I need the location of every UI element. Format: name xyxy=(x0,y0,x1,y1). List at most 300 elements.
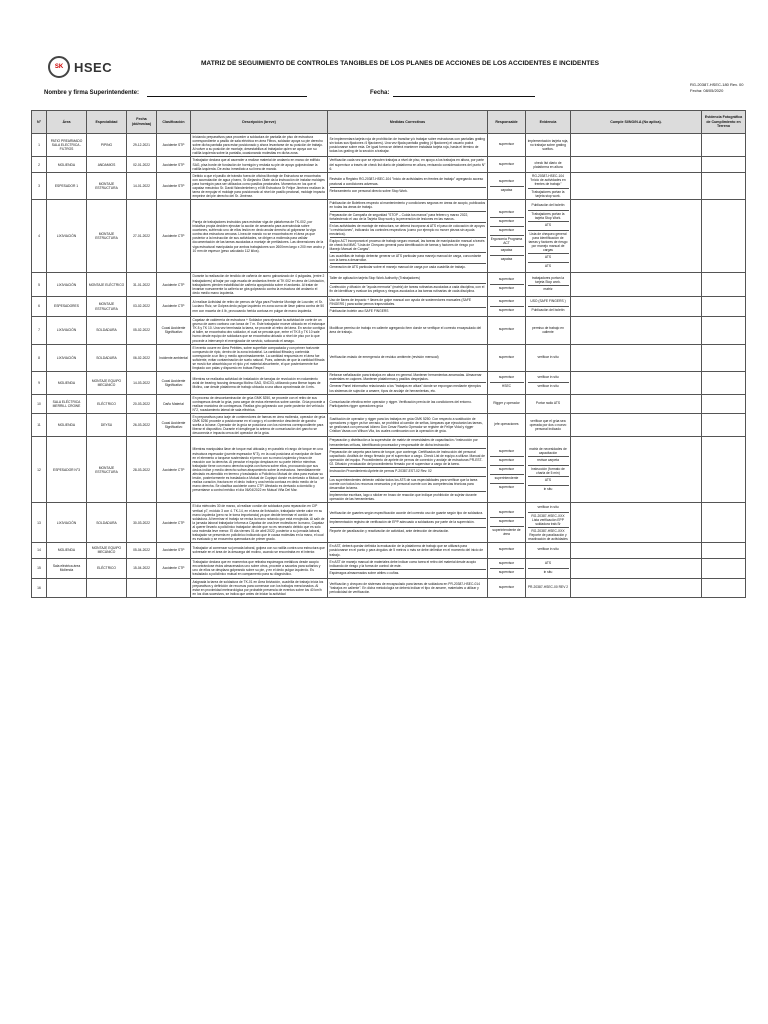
row-area: LIXIVIACIÓN xyxy=(47,344,87,372)
row-evidence: verificar in situ xyxy=(537,384,559,389)
column-header: Evidencia xyxy=(526,111,571,134)
row-specialty: ELÉCTRICO xyxy=(87,558,127,578)
row-corrective-measure: Preparación de carpeta para tarea de torque, que contenga: Certificados de instrucción del personal capacitado. Análisis de riesgo firmado por el supervisor a cargo. Check List de equipo a utilizar. Manual de operación del equipo. Procedimiento de apriete de pernos de conexión y anclaje de estructuras PR-EST-02. Difusión y evaluación del procedimiento firmado por el supervisor a cargo de la tarea. xyxy=(330,449,486,468)
row-classification: Accidente CTP xyxy=(157,200,191,273)
row-photo-evidence[interactable] xyxy=(702,157,746,172)
row-evidences xyxy=(526,134,571,157)
table-row xyxy=(32,503,746,543)
row-evidence: RG-20387-HSEC-XXX Reporte de paralización y reactivación de actividades xyxy=(528,528,568,542)
row-responsibles xyxy=(488,200,526,273)
row-corrective-measures xyxy=(328,344,488,372)
row-compliance[interactable] xyxy=(571,394,702,413)
row-specialty: PIPING xyxy=(87,134,127,157)
row-evidence: ATS xyxy=(544,264,552,269)
row-area xyxy=(47,578,87,597)
row-corrective-measures xyxy=(328,172,488,200)
date-line xyxy=(393,96,535,97)
row-date: 29-12-2021 xyxy=(127,134,157,157)
row-evidence: in situ xyxy=(543,569,553,574)
row-corrective-measures xyxy=(328,578,488,597)
row-area: MOLIENDA xyxy=(47,372,87,394)
row-number: 11 xyxy=(32,413,47,436)
row-compliance[interactable] xyxy=(571,317,702,345)
row-corrective-measure: Comunicación efectiva entre operador y rigger. Verificación previa de las condiciones del entorno. Participantes rigger operadores grúa xyxy=(329,399,472,408)
row-evidences xyxy=(526,413,571,436)
row-number: 6 xyxy=(32,296,47,316)
row-responsible: supervisor xyxy=(498,327,515,332)
row-specialty: ELÉCTRICO xyxy=(87,394,127,413)
row-evidences xyxy=(526,394,571,413)
row-area: SALA ELÉCTRICA MERRILL CROWE xyxy=(47,394,87,413)
row-responsible: supervisor xyxy=(490,227,524,236)
row-evidences xyxy=(526,200,571,273)
row-area: MOLIENDA xyxy=(47,157,87,172)
row-compliance[interactable] xyxy=(571,543,702,558)
row-description: Debido a que el pasillo de tránsito fuera de oficina Montaje de Estructura se encontraba con acumulación de agua y barro, Sr Alejandro Olate da la instrucción de instalar moldajes para hormigón para ser utilizados como pasillos peatonales. Momentos en los que el capataz mecánico Sr. David Wandenleben y el Mt Estructura Sr Felipe Jiménez realizan la tarea de empujar el moldaje para posicionarlo al nivel de pasillo peatonal, moldaje impacta empeine del pie derecho del Sr. Jiménez. xyxy=(191,172,328,200)
row-corrective-measure: Publicación de Boletines respecto al mantenimiento y condiciones seguras en áreas de acopio, publicados en todas las áreas de trabajo. xyxy=(330,200,486,211)
row-specialty: DEYSU xyxy=(87,413,127,436)
row-evidence: Instrucción (formato de charla de 5 min) xyxy=(528,466,569,477)
row-specialty: MONTAJE EQUIPO MECÁNICO xyxy=(87,372,127,394)
row-number: 12 xyxy=(32,437,47,503)
table-row xyxy=(32,578,746,597)
row-number: 3 xyxy=(32,172,47,200)
row-responsible: supervisor xyxy=(490,518,524,527)
row-classification: Accidente CTP xyxy=(157,273,191,296)
row-description: Durante la realización de tendido de cañería de acero galvanizado de 4 pulgadas, (entre 2 trabajadores) al bajar por caja escala de andamios frente al TK 002 en área de Lixiviación, trabajadores pierden estabilidad de cañería apoyándola sobre el andamio. Al tratar de levantar nuevamente la cañería se gira golpeando contra la estructura del andamio el dedo medio mano izquierda. xyxy=(191,273,328,296)
row-evidences xyxy=(526,296,571,316)
logo-mark: SK xyxy=(48,56,70,78)
row-compliance[interactable] xyxy=(571,503,702,543)
column-header: Área xyxy=(47,111,87,134)
column-header: Responsable xyxy=(488,111,526,134)
row-classification: Cuasi Accidente Significativo xyxy=(157,372,191,394)
row-evidence: ATS xyxy=(528,560,569,569)
row-responsibles xyxy=(488,394,526,413)
row-description: Asignada la tarea de soldadura de TK-01 en Área lixiviación, cuadrilla de trabajo inicia los preparativos y definición de recursos para comenzar con los trabajos mencionados. Al estar en proximidad meteorológica por probable presencia de eventos sobre los 40 km/h en los días sucesivos, se indica que antes de iniciar la actividad xyxy=(191,578,328,597)
row-specialty: MONTAJE ESTRUCTURA xyxy=(87,200,127,273)
row-corrective-measure: Reporte de paralización y reactivación de actividad, ante detección de desviación. xyxy=(329,528,450,533)
row-responsible: jefe operaciones xyxy=(494,422,519,427)
row-date: 05-04-2022 xyxy=(127,543,157,558)
row-corrective-measure: Preparación y distribución a la supervisión de matriz de necesidades de capacitación / instrucción por herramientas críticas, identificando procesador y responsable de dicha instrucción. xyxy=(330,437,486,448)
row-classification: Accidente STP xyxy=(157,543,191,558)
row-responsible: supervisor xyxy=(490,457,524,466)
row-responsible: Rigger y operador xyxy=(493,400,520,405)
row-description: Trabajador al comenzar su jornada laboral, golpea con su rodilla contra una estructura que sobresale en el área de la descarga del molino, cuando se encontraba en el interior. xyxy=(191,543,328,558)
row-date: 14-01-2022 xyxy=(127,172,157,200)
row-specialty: ANDAMIOS xyxy=(87,157,127,172)
row-number: 7 xyxy=(32,317,47,345)
row-description: Trabajador declara que en momentos que retiraba espárragos metálicos desde acopio encontrándose éstos almacenados uno sobre otros, procede a sacarlos para soltarlos y uno de ellos se desplaza golpeando sobre su pie, y en el dedo pulgar izquierdo. Es trasladado a policlínico mutual en campamento para su diagnóstico. xyxy=(191,558,328,578)
row-description: El día miércoles 30 de marzo, al realizar cordón de soldadura para reparación en CIP vertical p7, módulo 3 con 4. TK-14, en el área de lixiviación, trabajador siente calor en su mano izquierda (pero no le toma importancia) ya que decide terminar el cordón de soldadura. Al terminar el trabajo se revisa la mano notando que está enrojecida. Al salir de la jornada laboral trabajador informa a Capataz de una leve molestia en la mano, Capataz al querer llevarlo a policlínico trabajador decide que no es necesario debido que es solo una molestia leve menor. El día viernes 01 de abril 2022, posterior a su jornada laboral, trabajador se presenta en policlínico indicando que le causa molestias en la mano, el cual es evaluado y se encuentra quemadura de primer grado. xyxy=(191,503,328,543)
row-corrective-measures xyxy=(328,437,488,503)
row-responsibles xyxy=(488,296,526,316)
row-responsible: supervisor xyxy=(498,286,515,291)
superintendent-signature-line xyxy=(147,96,307,97)
row-area: PATIO PREARMADO SALA ELECTRICA - FILTROS xyxy=(47,134,87,157)
row-evidence: verificar que el grúa sea operada por dos o nuevo personal indicado xyxy=(529,419,567,432)
row-number: 2 xyxy=(32,157,47,172)
row-responsible: Ergonomía Programa ACT xyxy=(490,236,524,247)
row-corrective-measure: Instrucción Procedimiento Apriete de pernos P-20387-EST-02 Rev. 02 xyxy=(330,468,486,477)
row-corrective-measure: Sustitución de operador y rigger para los trabajos en grúa GMK 5250: Con respecto a sustitución de operadores y rigger ya fue cerrado, se prohibirá al camión de señas, lámparas que ejecutarán las tareas, se gestionará con personal idóneo Don Cesar Ravelo Operador se registre de Felipe Vidal y rigger Cristian Vazas con Wilson Vila, los cuales continuarán con la operación de grúa. xyxy=(329,417,483,434)
row-date: 26-03-2022 xyxy=(127,413,157,436)
row-specialty: SOLDADURA xyxy=(87,503,127,543)
row-evidences xyxy=(526,558,571,578)
column-header: Evidencia Fotográfica de Cumplimiento en Terreno xyxy=(702,111,746,134)
row-photo-evidence[interactable] xyxy=(702,394,746,413)
row-evidence: Portar radio ATS xyxy=(535,400,561,405)
row-responsible: superintendente de área xyxy=(492,527,521,536)
row-evidence: ATS xyxy=(528,254,569,263)
row-evidence: implementación tarjeta roja, no trabajar sobre grating sueltos. xyxy=(527,139,569,152)
row-description: Mientras se realizaba actividad de instalación de tarrajas de revolución en rodamiento axial de bearing housing descarga Molino SAG, SNC03, utilizando para liberar tapas de Molino, cae desde plataforma de trabajo ubicada a una altura aproximada de 4 mts. xyxy=(191,372,328,394)
row-date: 05-02-2022 xyxy=(127,317,157,345)
row-corrective-measure: Las cuadrillas de trabajo deberán generar un ATS particular para manejo manual de carga, concordante con la tarea a desarrollar. xyxy=(330,253,486,264)
row-responsible: capataz xyxy=(500,256,513,261)
row-evidences xyxy=(526,172,571,200)
row-classification: Cuasi Accidente Significativo xyxy=(157,413,191,436)
row-corrective-measures xyxy=(328,558,488,578)
row-corrective-measures xyxy=(328,503,488,543)
row-responsibles xyxy=(488,172,526,200)
table-row xyxy=(32,134,746,157)
table-row xyxy=(32,296,746,316)
row-corrective-measures xyxy=(328,134,488,157)
row-number: 8 xyxy=(32,344,47,372)
row-photo-evidence[interactable] xyxy=(702,372,746,394)
row-corrective-measure: En las actividades de montaje de estructura, se deberá incorporar al ATS el paso de colocación de apoyos "o restricciones", indicando los controles respectivos (como por ejemplo no mover piezas sin ayuda mecánica). xyxy=(330,223,486,238)
row-area: LIXIVIACIÓN xyxy=(47,503,87,543)
row-date xyxy=(127,578,157,597)
column-header: Descripción (breve) xyxy=(191,111,328,134)
row-evidences xyxy=(526,372,571,394)
row-responsible: supervisor xyxy=(498,161,515,166)
column-header: Especialidad xyxy=(87,111,127,134)
row-evidence: matriz xyxy=(543,287,553,292)
row-responsible: supervisor xyxy=(490,509,524,518)
row-evidence: Trabajadores portan la tarjeta stop work. xyxy=(531,189,565,198)
row-evidences xyxy=(526,437,571,503)
row-compliance[interactable] xyxy=(571,134,702,157)
row-date: 02-01-2022 xyxy=(127,157,157,172)
row-photo-evidence[interactable] xyxy=(702,437,746,503)
row-responsible: supervisor xyxy=(490,276,524,285)
row-classification: Accidente CTP xyxy=(157,437,191,503)
row-photo-evidence[interactable] xyxy=(702,558,746,578)
table-row xyxy=(32,172,746,200)
row-corrective-measures xyxy=(328,317,488,345)
row-compliance[interactable] xyxy=(571,172,702,200)
row-corrective-measure: Reforzamiento con personal directo sobre Stop Work. xyxy=(329,188,408,193)
document-title: MATRIZ DE SEGUIMIENTO DE CONTROLES TANGIBLES DE LOS PLANES DE ACCIONES DE LOS ACCIDENTES E INCIDENTES xyxy=(200,60,600,67)
row-area: Sala eléctrica área Molienda xyxy=(47,558,87,578)
row-specialty: MONTAJE EQUIPO MECÁNICO xyxy=(87,543,127,558)
row-photo-evidence[interactable] xyxy=(702,296,746,316)
row-date: 14-03-2022 xyxy=(127,372,157,394)
row-compliance[interactable] xyxy=(571,273,702,296)
row-corrective-measures xyxy=(328,413,488,436)
row-compliance[interactable] xyxy=(571,344,702,372)
row-evidence: verificar in situ xyxy=(537,547,559,552)
row-classification: Accidente CTP xyxy=(157,558,191,578)
row-responsible: supervisor xyxy=(490,178,524,187)
row-corrective-measure: En AST de manejo manual de materiales debe indicar como tarea el retiro del material desde acopio indicando de riesgo y la forma de control de este. xyxy=(330,559,486,570)
row-compliance[interactable] xyxy=(571,578,702,597)
row-area: MOLIENDA xyxy=(47,543,87,558)
row-corrective-measure: Verificación y chequeo de sistemas de encapsulado para tareas de soldadura en PR-20387-HSEC-014 "trabajos en caliente". En dicha metodología se deberá indicar el tipo de amarre, materiales a utilizar y periodicidad de verificación. xyxy=(329,581,480,595)
row-responsibles xyxy=(488,273,526,296)
row-responsibles xyxy=(488,558,526,578)
row-evidences xyxy=(526,578,571,597)
row-area: ESPESADOR N°3 xyxy=(47,437,87,503)
row-corrective-measure: Generación de ATS particular sobre el manejo manual de carga por cada cuadrilla de trabajo. xyxy=(329,265,466,270)
row-number: 4 xyxy=(32,200,47,273)
row-responsibles xyxy=(488,503,526,543)
row-corrective-measure: Generar Panel informativo relacionado a los "trabajos en altura" donde se expongan mediante ejemplos los sistemas de sujeción a amarre, tipos de anclaje de herramientas, etc. xyxy=(329,384,482,393)
table-row xyxy=(32,157,746,172)
row-date: 28-03-2022 xyxy=(127,437,157,503)
row-evidence: verificar in situ xyxy=(528,374,569,383)
row-number: 16 xyxy=(32,578,47,597)
row-corrective-measures xyxy=(328,543,488,558)
row-evidence: PR-20387-HSEC-00 REV 2 xyxy=(527,584,569,589)
document-date: Fecha: 08/05/2020 xyxy=(690,88,724,93)
row-corrective-measure: Taller de aplicación tarjeta Stop Work Authority (Trabajadores) xyxy=(330,275,486,284)
row-evidence: matriz de necesidades de capacitación xyxy=(528,446,569,457)
table-row xyxy=(32,273,746,296)
row-photo-evidence[interactable] xyxy=(702,344,746,372)
table-row xyxy=(32,372,746,394)
row-corrective-measures xyxy=(328,372,488,394)
row-area: LIXIVIACIÓN xyxy=(47,273,87,296)
row-date: 15-04-2022 xyxy=(127,558,157,578)
row-evidence: trabajadores portan la tarjeta Stop work. xyxy=(528,275,569,286)
row-classification: Cuasi Accidente Significativo xyxy=(157,317,191,345)
row-corrective-measure: Implementación registro de verificación de EPP adecuado a soldaduras por parte de la supervisión. xyxy=(330,519,486,528)
row-number: 1 xyxy=(32,134,47,157)
row-classification: Accidente STP xyxy=(157,134,191,157)
row-area: MOLIENDA xyxy=(47,413,87,436)
row-responsibles xyxy=(488,372,526,394)
row-corrective-measure: Verificación cada vez que se ejecuten trabajos a nivel de piso, en apoyo a los trabajos en altura, por parte del supervisor a través de check list diario de plataforma en altura, revisando consideraciones del punto N° 6. xyxy=(329,158,486,171)
row-specialty: SOLDADURA xyxy=(87,317,127,345)
row-corrective-measure: Confección y difusión de "ayuda memoria" (matriz) de tareas rutinarias asociadas a cada disciplina, con el fin de identificar y evaluar los peligros y riesgos asociados a las tareas rutinarias de cada disciplina. xyxy=(329,285,485,294)
row-corrective-measure: Los superintendentes deberán validar todos los ATS de sus especialidades para verificar que la tarea cuente con todos los recursos necesarios y el personal cuente con las competencias técnicas para desarrollar la tarea. xyxy=(330,477,486,492)
row-responsibles xyxy=(488,437,526,503)
row-responsible: superintendente xyxy=(490,475,524,484)
row-classification: Daño Material xyxy=(157,394,191,413)
row-description: Pareja de trabajadores instruidos para estrobar viga de plataforma de TK-002, por iniciativa propia deciden ejecutar la acción de amarrarla para acercándola sobre cuartones, sufriendo uno de ellos lesión en dedo anular derecho al golpearse la viga contra otra estructura cercana. Línea de mando no se encontraba en el área ya que posterior a la instrucción de sus actividades, se dirigen a molienda para validar documentación de las tareas asociadas a montaje de pretiladores. Las dimensiones de la viga estructural manipulada por ambos trabajadores son 2600mm largo x 200 mm ancho y 10 mm de espesor (peso calculado 112 kilos). xyxy=(191,200,328,273)
row-photo-evidence[interactable] xyxy=(702,543,746,558)
row-compliance[interactable] xyxy=(571,558,702,578)
row-corrective-measures xyxy=(328,200,488,273)
row-compliance[interactable] xyxy=(571,413,702,436)
row-evidence: check list diario de plataforma en altura xyxy=(533,160,563,169)
row-date: 06-02-2022 xyxy=(127,344,157,372)
row-corrective-measures xyxy=(328,296,488,316)
column-header: Clasificación xyxy=(157,111,191,134)
row-description: El evento ocurre en Área Pebbles, sobre superficie compactada y con primer horizonte compuesto de ripio, dentro de la zona industrial. La cantidad filtrada y contenida corresponde a un litro y medio aproximadamente. La cantidad respuesta en el área fue suficiente, evitar contaminación de suelo natural. Pues, además de que la cantidad filtrada se movió fue absorbida por el ripio y el material absorbente, el que posteriormente fue limpiado con palas y dispuesto en bolsas Respel. xyxy=(191,344,328,372)
table-header-row xyxy=(32,111,746,134)
column-header: Cumple SI/NO/N.A (No aplica). xyxy=(571,111,702,134)
tracking-table xyxy=(31,110,746,598)
row-responsible: supervisor xyxy=(490,298,524,307)
row-compliance[interactable] xyxy=(571,200,702,273)
row-area: ESPESADOR 1 xyxy=(47,172,87,200)
row-classification: Incidente ambiental xyxy=(157,344,191,372)
row-number: 5 xyxy=(32,273,47,296)
column-header: Medidas Correctivas xyxy=(328,111,488,134)
row-specialty: MONTAJE ESTRUCTURA xyxy=(87,437,127,503)
row-area: LIXIVIACIÓN xyxy=(47,200,87,273)
row-evidence: revisar carpeta xyxy=(528,457,569,466)
row-compliance[interactable] xyxy=(571,437,702,503)
row-photo-evidence[interactable] xyxy=(702,172,746,200)
row-photo-evidence[interactable] xyxy=(702,413,746,436)
row-specialty: MONTAJE ELÉCTRICO xyxy=(87,273,127,296)
row-evidence: Trabajadores portan la tarjeta Stop Work. xyxy=(528,211,569,222)
row-corrective-measures xyxy=(328,157,488,172)
row-number: 15 xyxy=(32,558,47,578)
row-photo-evidence[interactable] xyxy=(702,273,746,296)
row-responsibles xyxy=(488,543,526,558)
row-responsible: supervisor xyxy=(498,584,515,589)
row-corrective-measures xyxy=(328,394,488,413)
row-corrective-measure: Equipo ACT incorporará el proceso de trabajo seguro manual, las tareas de manipulación manual a través de check list MMC "Lista de Chequeo general para identificación de tareas y factores de riesgo por Manejo Manual de Cargas". xyxy=(330,238,486,253)
document-code-block xyxy=(690,82,760,94)
table-body xyxy=(32,134,746,598)
row-corrective-measure: Uso de llaves de impacto + llaves de golpe manual con ayuda de sostenedores manuales (SAFE FINGERS ) para soltar pernos trapezoidales. xyxy=(330,297,486,308)
table-row xyxy=(32,317,746,345)
row-corrective-measure: En AST, deberá quedar definida la evaluación de la plataforma de trabajo que se utilizará para posicionarse en el punto y para ángulos de 5 metros o más se debe delimitar en el momento del inicio de trabajo. xyxy=(329,544,484,557)
row-evidences xyxy=(526,157,571,172)
row-responsibles xyxy=(488,157,526,172)
row-evidences xyxy=(526,317,571,345)
row-corrective-measure: Revisión a Registro RG-20387-HSEC-104 "Inicio de actividades en frentes de trabajo" agregando acceso peatonal a condiciones adversas. xyxy=(330,176,486,187)
row-responsible: capataz xyxy=(500,187,513,192)
row-description: En proceso de descontaminación de grúa GMK 5250, se procede con el retiro de sus contrapesos desde la grúa, para cargar de estos elementos sobre camión. Grúa procede a realizar maniobra de contrapesos. Realiza giro golpeando con parte posterior del vehículo N°2, rozadamiento lateral de sala eléctrica. xyxy=(191,394,328,413)
column-header: Fecha (dd/mm/aa) xyxy=(127,111,157,134)
row-evidence: USO (SAFE FINGERS ) xyxy=(528,298,569,307)
row-compliance[interactable] xyxy=(571,296,702,316)
row-specialty: MONTAJE ESTRUCTURA xyxy=(87,172,127,200)
row-compliance[interactable] xyxy=(571,157,702,172)
row-responsible: supervisor xyxy=(498,142,515,147)
row-date: 30-03-2022 xyxy=(127,503,157,543)
row-number: 13 xyxy=(32,503,47,543)
row-evidence: ATS xyxy=(528,477,569,486)
row-responsible: supervisor xyxy=(490,209,524,218)
row-responsible: supervisor xyxy=(490,448,524,457)
row-evidences xyxy=(526,503,571,543)
row-evidences xyxy=(526,344,571,372)
superintendent-label: Nombre y firma Superintendente: xyxy=(44,90,140,96)
row-evidences xyxy=(526,273,571,296)
row-responsible: supervisor xyxy=(490,466,524,475)
row-corrective-measure: Espárragos almacenados sobre atriles o cuñas. xyxy=(329,570,400,575)
row-responsible: supervisor xyxy=(498,308,515,312)
row-description: Capataz de calderería de estructura + Soldador para ejecutar la actividad de corte de un grueso de acero carbono con lanza de 7 m. Este trabajador mueve ubicado en el estanque TK 8 y TK 10. Una vez terminada la tarea, se procede al retiro del área. En sector contiguo al taller, se encontraba otro soldador, el cual se percata que, entre el TK 8 y TK 10 sale humo desde equipo de soldadura que se encontraba ubicado a nivel de piso por lo que procede a interrumpir el energizador de servicio, sofocando el amago. xyxy=(191,317,328,345)
company-logo xyxy=(48,54,118,80)
table-row xyxy=(32,344,746,372)
row-evidence: Publicación del boletín xyxy=(528,202,569,211)
table-row xyxy=(32,543,746,558)
row-evidence: Publicación del boletín xyxy=(531,308,565,312)
row-classification: Accidente CTP xyxy=(157,503,191,543)
row-evidence: RG-20387-HSEC-XXX Lista verificación EPP soldadura trab.Sr xyxy=(528,513,569,528)
row-classification: Accidente STP xyxy=(157,172,191,200)
row-evidence: ATS xyxy=(528,222,569,231)
row-evidence: in situ xyxy=(543,487,553,492)
row-photo-evidence[interactable] xyxy=(702,578,746,597)
row-specialty: SOLDADURA xyxy=(87,344,127,372)
row-classification: Accidente STP xyxy=(157,157,191,172)
table-row xyxy=(32,558,746,578)
row-evidence: RG-20387-HSEC-104 "Inicio de actividades en frentes de trabajo" xyxy=(528,173,569,188)
row-responsible: supervisor xyxy=(498,569,515,574)
row-responsibles xyxy=(488,317,526,345)
table-row xyxy=(32,394,746,413)
row-corrective-measure: Verificación de guantes según especificación acorde del correcto uso de guante según tipo de soldadura. xyxy=(330,510,486,519)
row-compliance[interactable] xyxy=(571,372,702,394)
row-corrective-measure: Publicación boletín aso SAFE FINGERS xyxy=(329,309,389,314)
row-photo-evidence[interactable] xyxy=(702,200,746,273)
row-evidences xyxy=(526,543,571,558)
row-number: 14 xyxy=(32,543,47,558)
column-header: N° xyxy=(32,111,47,134)
row-date: 31-01-2022 xyxy=(127,273,157,296)
row-responsible: supervisor xyxy=(490,560,524,569)
row-date: 20-03-2022 xyxy=(127,394,157,413)
row-description: Iniciando preparativos para proceder a soldadura de pantalla de piso de estructura correspondiente a pasillo de sala eléctrica en área Filtros, soldador apoya su pie derecho sobre dicha pantalla para estar posicionado y ahora levantarse de su posición de trabajo. Al volver a su posición de montaje, desestabiliza al trabajador quien se apoya con su rodilla izquierda sobre la pantalla, ocasionando molestias en dicha zona. xyxy=(191,134,328,157)
row-photo-evidence[interactable] xyxy=(702,134,746,157)
row-evidence: verificar in situ xyxy=(528,504,569,513)
row-corrective-measure: Modificar permiso de trabajo en caliente agregando ítem donde se verifique el correcto encapsulado del área de trabajo. xyxy=(329,326,482,335)
row-responsible: capataz xyxy=(490,247,524,256)
row-responsibles xyxy=(488,134,526,157)
row-number: 9 xyxy=(32,372,47,394)
date-label: Fecha: xyxy=(370,90,390,96)
row-date: 03-02-2022 xyxy=(127,296,157,316)
table-row xyxy=(32,413,746,436)
row-responsibles xyxy=(488,578,526,597)
row-photo-evidence[interactable] xyxy=(702,503,746,543)
row-description: Al realizar Actividad de retiro de pernos de Viga para Posterior Montaje de Louvder, el Sr. Luciano Ruiz, se Golpea dedo pulgar izquierdo en zona curva de llave palma contra de 50 mm con maceta de 4 lb, provocando herida contusa en pulgar de mano izquierda. xyxy=(191,296,328,316)
row-responsible: supervisor xyxy=(498,354,515,359)
row-specialty: MONTAJE ESTRUCTURA xyxy=(87,296,127,316)
row-corrective-measures xyxy=(328,273,488,296)
row-corrective-measure: Preparación de Campaña de seguridad "STOP – Cuida tus manos" para febrero y marzo 2022, fortaleciendo el uso de la Tarjeta Stop work y la prevención de lesiones en las manos. xyxy=(330,212,486,223)
table-row xyxy=(32,437,746,503)
row-responsible: HSEC xyxy=(501,384,512,389)
row-evidence: Lista de chequeo general para identificación de tareas y factores de riesgo por manejo manual de cargas xyxy=(528,231,569,254)
row-number: 10 xyxy=(32,394,47,413)
row-area: ESPESADORES xyxy=(47,296,87,316)
row-responsibles xyxy=(488,344,526,372)
row-date: 27-01-2022 xyxy=(127,200,157,273)
row-corrective-measure: Implementar escritura, lago o sticker en brazo de reacción que indique prohibición de sujetar durante operación de las herramientas. xyxy=(329,493,477,502)
row-responsibles xyxy=(488,413,526,436)
row-area: LIXIVIACIÓN xyxy=(47,317,87,345)
row-corrective-measure: Reforzar señalización para trabajos en altura en general. Mantener herramientas amarradas. Almacenar materiales en cajones. Mantener plataformas y pasillos despejados. xyxy=(330,372,486,383)
row-classification xyxy=(157,578,191,597)
row-specialty xyxy=(87,578,127,597)
row-evidence: permiso de trabajo en caliente xyxy=(532,326,564,335)
row-photo-evidence[interactable] xyxy=(702,317,746,345)
document-code: RG-20387-HSEC-180 Rev. 00 xyxy=(690,82,744,87)
